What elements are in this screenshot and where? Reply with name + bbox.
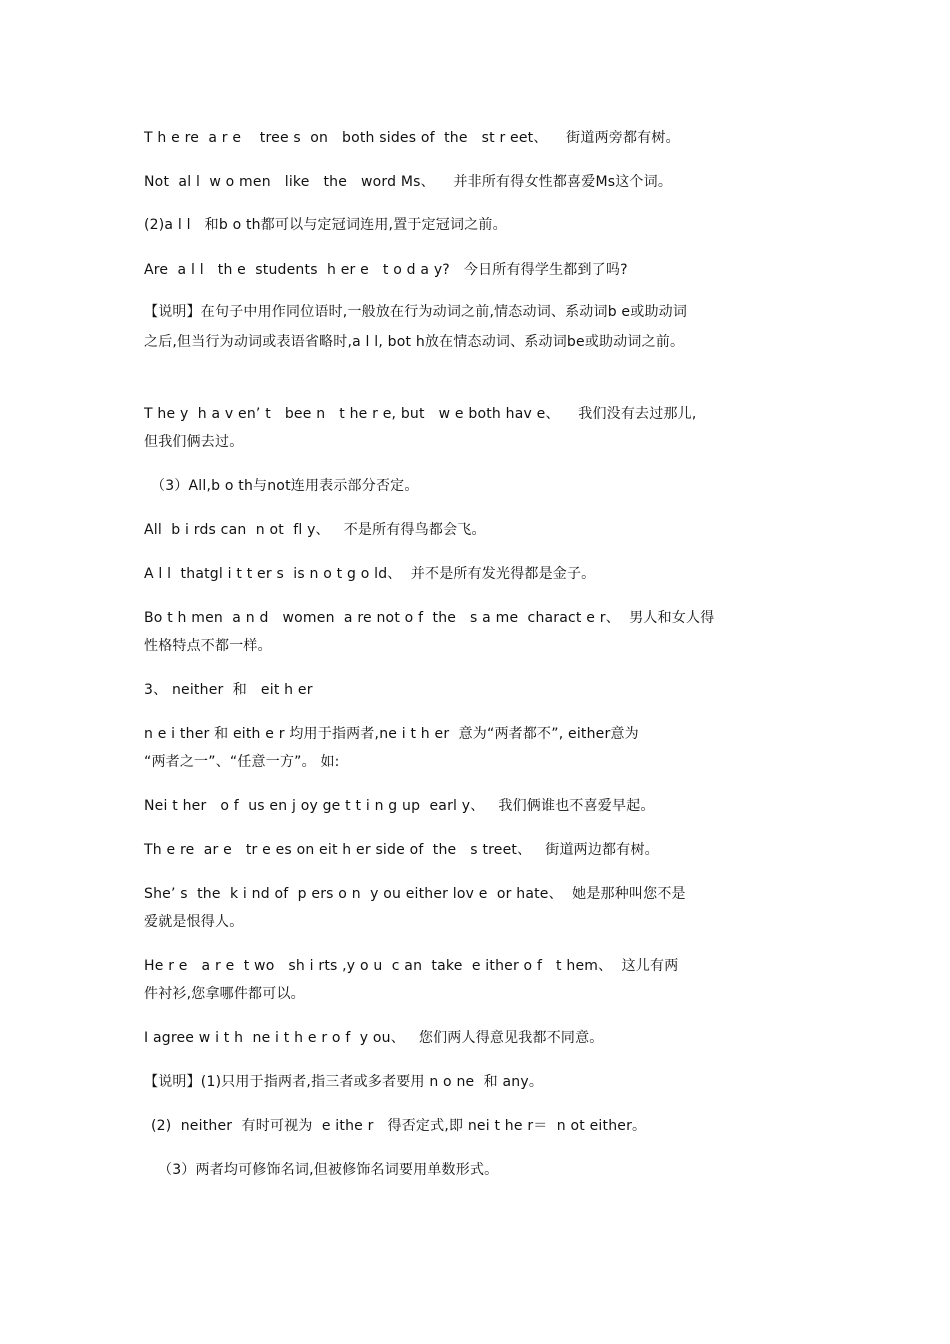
note-line: 【说明】在句子中用作同位语时,一般放在行为动词之前,情态动词、系动词b e或助动词 <box>144 304 688 320</box>
text-line: n e i ther 和 eith e r 均用于指两者,ne i t h er 意为“两者都不”, either意为 <box>144 726 639 742</box>
text-line: He r e a r e t wo sh i rts ,y o u c an take e ither o f t hem、 这儿有两 <box>144 958 679 974</box>
text-line: 爱就是恨得人。 <box>144 914 244 930</box>
text-line: “两者之一”、“任意一方”。 如: <box>144 754 340 770</box>
note-line: （3）两者均可修饰名词,但被修饰名词要用单数形式。 <box>158 1162 499 1178</box>
text-line: T he y h a v en’ t bee n t he r e, but w e both hav e、 我们没有去过那儿, <box>144 406 697 422</box>
text-line: Nei t her o f us en j oy ge t t i n g up earl y、 我们俩谁也不喜爱早起。 <box>144 798 655 814</box>
text-line: Th e re ar e tr e es on eit h er side of the s treet、 街道两边都有树。 <box>144 842 659 858</box>
section-heading: 3、 neither 和 eit h er <box>144 682 313 698</box>
text-line: (2)a l l 和b o th都可以与定冠词连用,置于定冠词之前。 <box>144 217 507 233</box>
note-line: 之后,但当行为动词或表语省略时,a l l, bot h放在情态动词、系动词be或助动词之前。 <box>144 334 685 350</box>
section-heading: （3）All,b o th与not连用表示部分否定。 <box>151 478 419 494</box>
text-line: She’ s the k i nd of p ers o n y ou either lov e or hate、 她是那种叫您不是 <box>144 886 686 902</box>
text-line: 性格特点不都一样。 <box>144 638 272 654</box>
text-line: Are a l l th e students h er e t o d a y? 今日所有得学生都到了吗? <box>144 262 628 278</box>
note-line: 【说明】(1)只用于指两者,指三者或多者要用 n o ne 和 any。 <box>144 1074 544 1090</box>
text-line: T h e re a r e tree s on both sides of the st r eet、 街道两旁都有树。 <box>144 130 680 146</box>
text-line: 件衬衫,您拿哪件都可以。 <box>144 986 305 1002</box>
text-line: All b i rds can n ot fl y、 不是所有得鸟都会飞。 <box>144 522 486 538</box>
text-line: Not al l w o men like the word Ms、 并非所有得女性都喜爱Ms这个词。 <box>144 174 673 190</box>
text-line: 但我们俩去过。 <box>144 434 244 450</box>
text-line: Bo t h men a n d women a re not o f the s a me charact e r、 男人和女人得 <box>144 610 715 626</box>
note-line: (2) neither 有时可视为 e ithe r 得否定式,即 nei t he r＝ n ot either。 <box>151 1118 647 1134</box>
text-line: I agree w i t h ne i t h e r o f y ou、 您们两人得意见我都不同意。 <box>144 1030 604 1046</box>
text-line: A l l thatgl i t t er s is n o t g o ld、 并不是所有发光得都是金子。 <box>144 566 596 582</box>
